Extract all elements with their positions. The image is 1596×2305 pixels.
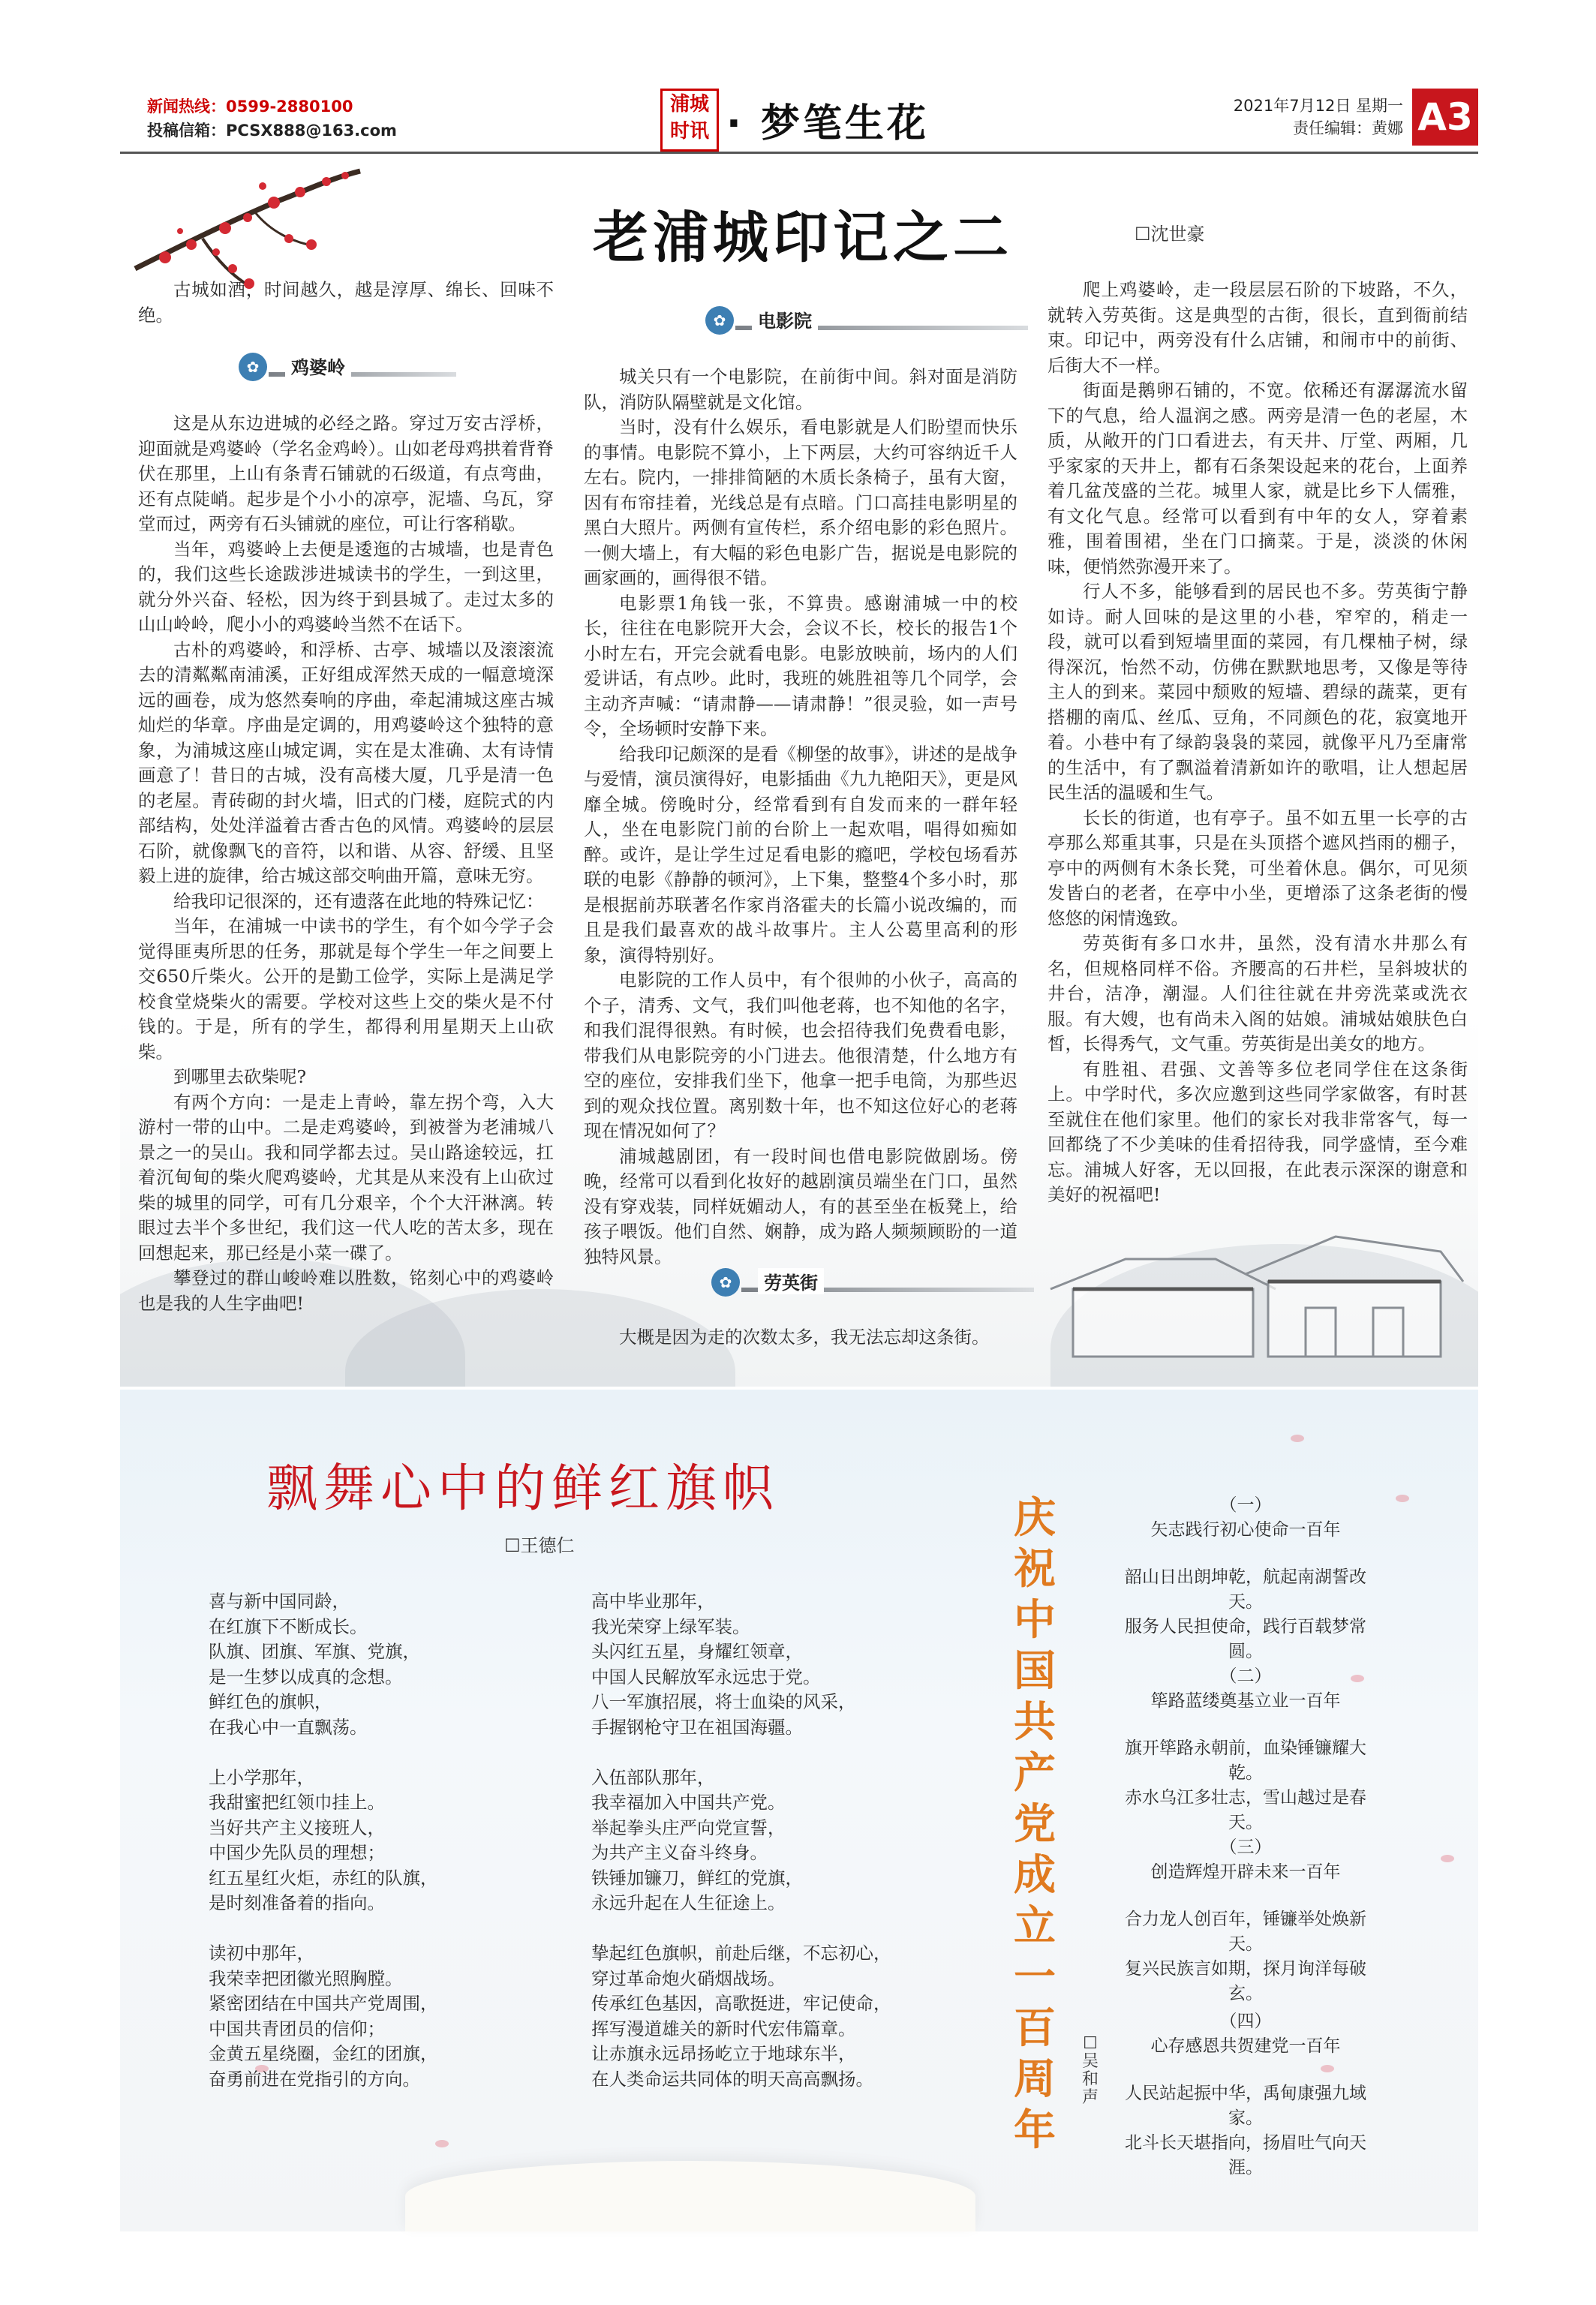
verse-section-1: （一） 矢志践行初心使命一百年 韶山日出朗坤乾，航起南湖誓改天。 服务人民担使命，践行百载梦常圆。 (1125, 1495, 1366, 1661)
paragraph: 当时，没有什么娱乐，看电影就是人们盼望而快乐的事情。电影院不算小，上下两层，大约可容纳近千人左右。院内，一排排简陋的木质长条椅子，虽有大窗，因有布帘挂着，光线总是有点暗。门口高挂电影明星的黑白大照片。两侧有宣传栏，系介绍电影的彩色照片。一侧大墙上，有大幅的彩色电影广告，据说是电影院的画家画的，画得很不错。 (584, 416, 1017, 588)
paragraph: 行人不多，能够看到的居民也不多。劳英街宁静如诗。耐人回味的是这里的小巷，窄窄的，稍走一段，就可以看到短墙里面的菜园，有几棵柚子树，绿得深沉，怡然不动，仿佛在默默地思考，又像是等待主人的到来。菜园中颓败的短墙、碧绿的蔬菜，更有搭棚的南瓜、丝瓜、豆角，不同颜色的花，寂寞地开着。小巷中有了绿韵袅袅的菜园，就像平凡乃至庸常的生活中，有了飘溢着清新如许的歌唱，让人想起居民生活的温暖和生气。 (1047, 581, 1468, 803)
paragraph: 城关只有一个电影院，在前街中间。斜对面是消防队，消防队隔壁就是文化馆。 (584, 366, 1017, 413)
film-reel-icon: ✿ (705, 306, 734, 335)
open-book-decoration (405, 2161, 975, 2231)
paragraph: 长长的街道，也有亭子。虽不如五里一长亭的古亭那么郑重其事，只是在头顶搭个遮风挡雨的棚子，亭中的两侧有木条长凳，可坐着休息。偶尔，可见须发皆白的老者，在亭中小坐，更增添了这条老街的慢悠悠的闲情逸致。 (1047, 807, 1468, 929)
paragraph: 到哪里去砍柴呢? (173, 1066, 307, 1087)
paragraph: 浦城越剧团，有一段时间也借电影院做剧场。傍晚，经常可以看到化妆好的越剧演员端坐在门口，虽然没有穿戏装，同样妩媚动人，有的甚至坐在板凳上，给孩子喂饭。他们自然、娴静，成为路人频频顾盼的一道独特风景。 (584, 1145, 1017, 1267)
article-intro: 古城如酒，时间越久，越是淳厚、绵长、回味不绝。 (138, 279, 554, 326)
article-column-1-body (138, 411, 554, 1316)
masthead-logo: 浦城 时讯 (660, 89, 719, 152)
verse-section-4: （四） 心存感恩共贺建党一百年 人民站起振中华，禹甸康强九域家。 北斗长天堪指向，扬眉吐气向天涯。 (1125, 2012, 1366, 2177)
poem-title: 飘舞心中的鲜红旗帜 (266, 1459, 780, 1519)
article-column-1 (138, 278, 554, 328)
poem-column-2: 高中毕业那年， 我光荣穿上绿军装。 头闪红五星，身耀红领章， 中国人民解放军永远忠于党。 八一军旗招展，将士血染的风采， 手握钢枪守卫在祖国海疆。 入伍部队那年， 我幸福加入中国共产党。 举起拳头庄严向党宣誓， 为共产主义奋斗终身。 铁锤加镰刀，鲜红的党旗， 永远升起在人生征途上。 挚起红色旗帜，前赴后继，不忘初心， 穿过革命炮火硝烟战场。 传承红色基因，高歌挺进，牢记使命， 挥写漫道雄关的新时代宏伟篇章。 让赤旗永远昂扬屹立于地球东半， 在人类命运共同体的明天高高飘扬。 (591, 1591, 891, 2090)
paragraph: 给我印记颇深的是看《柳堡的故事》，讲述的是战争与爱情，演员演得好，电影插曲《九九艳阳天》，更是风靡全城。傍晚时分，经常看到有自发而来的一群年轻人，坐在电影院门前的台阶上一起欢唱，唱得如痴如醉。或许，是让学生过足看电影的瘾吧，学校包场看苏联的电影《静静的顿河》，上下集，整整4个多小时，那是根据前苏联著名作家肖洛霍夫的长篇小说改编的，而且是我们最喜欢的战斗故事片。主人公葛里高利的形象，演得特别好。 (584, 743, 1017, 966)
paragraph: 当年，在浦城一中读书的学生，有个如今学子会觉得匪夷所思的任务，那就是每个学生一年之间要上交650斤柴火。公开的是勤工俭学，实际上是满足学校食堂烧柴火的需要。学校对这些上交的柴火是不付钱的。于是，所有的学生，都得利用星期天上山砍柴。 (138, 915, 554, 1062)
article-author: ☐沈世豪 (1135, 224, 1205, 245)
paragraph: 给我印记很深的，还有遗落在此地的特殊记忆： (173, 890, 544, 912)
petal-decoration (1291, 1435, 1304, 1442)
subheading-jipoling: ✿ 鸡婆岭 (239, 353, 434, 386)
poem-author: ☐王德仁 (504, 1535, 575, 1556)
paragraph: 有胜祖、君强、文善等多位老同学住在这条街上。中学时代，多次应邀到这些同学家做客，有时甚至就住在他们家里。他们的家长对我非常客气，每一回都绕了不少美味的佳肴招待我，同学盛情，至今难忘。浦城人好客，无以回报，在此表示深深的谢意和美好的祝福吧! (1047, 1058, 1468, 1205)
paragraph: 古朴的鸡婆岭，和浮桥、古亭、城墙以及滚滚流去的清粼粼南浦溪，正好组成浑然天成的一幅意境深远的画卷，成为悠然奏响的序曲，牵起浦城这座古城灿烂的华章。序曲是定调的，用鸡婆岭这个独特的意象，为浦城这座山城定调，实在是太准确、太有诗情画意了！昔日的古城，没有高楼大厦，几乎是清一色的老屋。青砖砌的封火墙，旧式的门楼，庭院式的内部结构，处处洋溢着古香古色的风情。鸡婆岭的层层石阶，就像飘飞的音符，以和谐、从容、舒缓、且坚毅上进的旋律，给古城这部交响曲开篇，意味无穷。 (138, 639, 554, 886)
article-column-2-body (584, 365, 1017, 1270)
film-reel-icon: ✿ (239, 353, 267, 381)
verse-section-2: （二） 筚路蓝缕奠基立业一百年 旗开筚路永朝前，血染锤镰耀大乾。 赤水乌江多壮志，雪山越过是春天。 (1125, 1666, 1366, 1832)
article-column-2-tail (584, 1325, 1017, 1351)
poem-column-1: 喜与新中国同龄， 在红旗下不断成长。 队旗、团旗、军旗、党旗， 是一生梦以成真的念想。 鲜红色的旗帜， 在我心中一直飘荡。 上小学那年， 我甜蜜把红领巾挂上。 当好共产主义接班人， 中国少先队员的理想； 红五星红火炬，赤红的队旗， 是时刻准备着的指向。 读初中那年， 我荣幸把团徽光照胸膛。 紧密团结在中国共产党周围， 中国共青团员的信仰； 金黄五星绕圈，金红的团旗， 奋勇前进在党指引的方向。 (209, 1591, 438, 2090)
paragraph: 街面是鹅卵石铺的，不宽。依稀还有潺潺流水留下的气息，给人温润之感。两旁是清一色的老屋，木质，从敞开的门口看进去，有天井、厅堂、两厢，几乎家家的天井上，都有石条架设起来的花台，上面养着几盆茂盛的兰花。城里人家，就是比乡下人儒雅，有文化气息。经常可以看到有中年的女人，穿着素雅，围着围裙，坐在门口摘菜。于是，淡淡的休闲味，便悄然弥漫开来了。 (1047, 380, 1468, 577)
verse-section-3: （三） 创造辉煌开辟未来一百年 合力龙人创百年，锤镰举处焕新天。 复兴民族言如期，探月询洋每破玄。 (1125, 1838, 1366, 2003)
old-house-illustration (1020, 1207, 1471, 1372)
article-title: 老浦城印记之二 (593, 206, 1013, 270)
hotline: 新闻热线：0599-2880100 (147, 98, 353, 116)
subheading-cinema: ✿ 电影院 (705, 306, 1005, 339)
subheading-laoyingjie: ✿ 劳英街 (711, 1268, 1011, 1301)
section-title: · 梦笔生花 (726, 101, 929, 146)
celebration-author: ☐吴和声 (1081, 2034, 1099, 2107)
paragraph: 这是从东边进城的必经之路。穿过万安古浮桥，迎面就是鸡婆岭（学名金鸡岭）。山如老母鸡拱着背脊伏在那里，上山有条青石铺就的石级道，有点弯曲，还有点陡峭。起步是个小小的凉亭，泥墙、乌瓦，穿堂而过，两旁有石头铺就的座位，可让行客稍歇。 (138, 413, 554, 534)
film-reel-icon: ✿ (711, 1268, 740, 1297)
paragraph: 电影院的工作人员中，有个很帅的小伙子，高高的个子，清秀、文气，我们叫他老蒋，也不知他的名字，和我们混得很熟。有时候，也会招待我们免费看电影，带我们从电影院旁的小门进去。他很清楚，什么地方有空的座位，安排我们坐下，他拿一把手电筒，为那些迟到的观众找位置。离别数十年，也不知这位好心的老蒋现在情况如何了？ (584, 969, 1017, 1141)
editor-credit: 责任编辑：黄娜 (1293, 119, 1403, 137)
paragraph: 爬上鸡婆岭，走一段层层石阶的下坡路，不久，就转入劳英街。这是典型的古街，很长，直到衙前结束。印记中，两旁没有什么店铺，和闹市中的前街、后街大不一样。 (1047, 279, 1468, 376)
submission-email: 投稿信箱：PCSX888@163.com (147, 122, 397, 140)
paragraph: 大概是因为走的次数太多，我无法忘却这条街。 (619, 1327, 990, 1348)
petal-decoration (435, 2140, 449, 2147)
page-number-badge: A3 (1412, 89, 1478, 146)
date-editor (1234, 95, 1403, 140)
paragraph: 当年，鸡婆岭上去便是逶迤的古城墙，也是青色的，我们这些长途跋涉进城读书的学生，一到这里，就分外兴奋、轻松，因为终于到县城了。走过太多的山山岭岭，爬小小的鸡婆岭当然不在话下。 (138, 538, 554, 635)
page-header (120, 89, 1478, 150)
header-divider (120, 152, 1478, 154)
paragraph: 电影票1角钱一张，不算贵。感谢浦城一中的校长，往往在电影院开大会，会议不长，校长的报告1个小时左右，开完会就看电影。电影放映前，场内的人们爱讲话，有点吵。此时，我班的姚胜祖等几个同学，会主动齐声喊：“请肃静——请肃静！”很灵验，如一声号令，全场顿时安静下来。 (584, 592, 1017, 739)
celebration-title: 庆祝中国共产党成立一百周年 (1014, 1494, 1056, 2155)
paragraph: 劳英街有多口水井，虽然，没有清水井那么有名，但规格同样不俗。齐腰高的石井栏，呈斜坡状的井台，洁净，潮湿。人们往往就在井旁洗菜或洗衣服。有大嫂，也有尚未入阁的姑娘。浦城姑娘肤色白皙，长得秀气，文气重。劳英街是出美女的地方。 (1047, 933, 1468, 1054)
paragraph: 攀登过的群山峻岭难以胜数，铭刻心中的鸡婆岭也是我的人生字曲吧! (138, 1267, 554, 1314)
issue-date: 2021年7月12日 星期一 (1233, 97, 1403, 115)
paragraph: 有两个方向：一是走上青岭，靠左拐个弯，入大游村一带的山中。二是走鸡婆岭，到被誉为老浦城八景之一的吴山。我和同学都去过。吴山路途较远，扛着沉甸甸的柴火爬鸡婆岭，尤其是从来没有上山砍过柴的城里的同学，可有几分艰辛，个个大汗淋漓。转眼过去半个多世纪，我们这一代人吃的苦太多，现在回想起来，那已经是小菜一碟了。 (138, 1091, 554, 1264)
petal-decoration (1441, 1855, 1454, 1862)
article-column-3-body (1047, 278, 1468, 1208)
petal-decoration (1396, 1495, 1409, 1502)
